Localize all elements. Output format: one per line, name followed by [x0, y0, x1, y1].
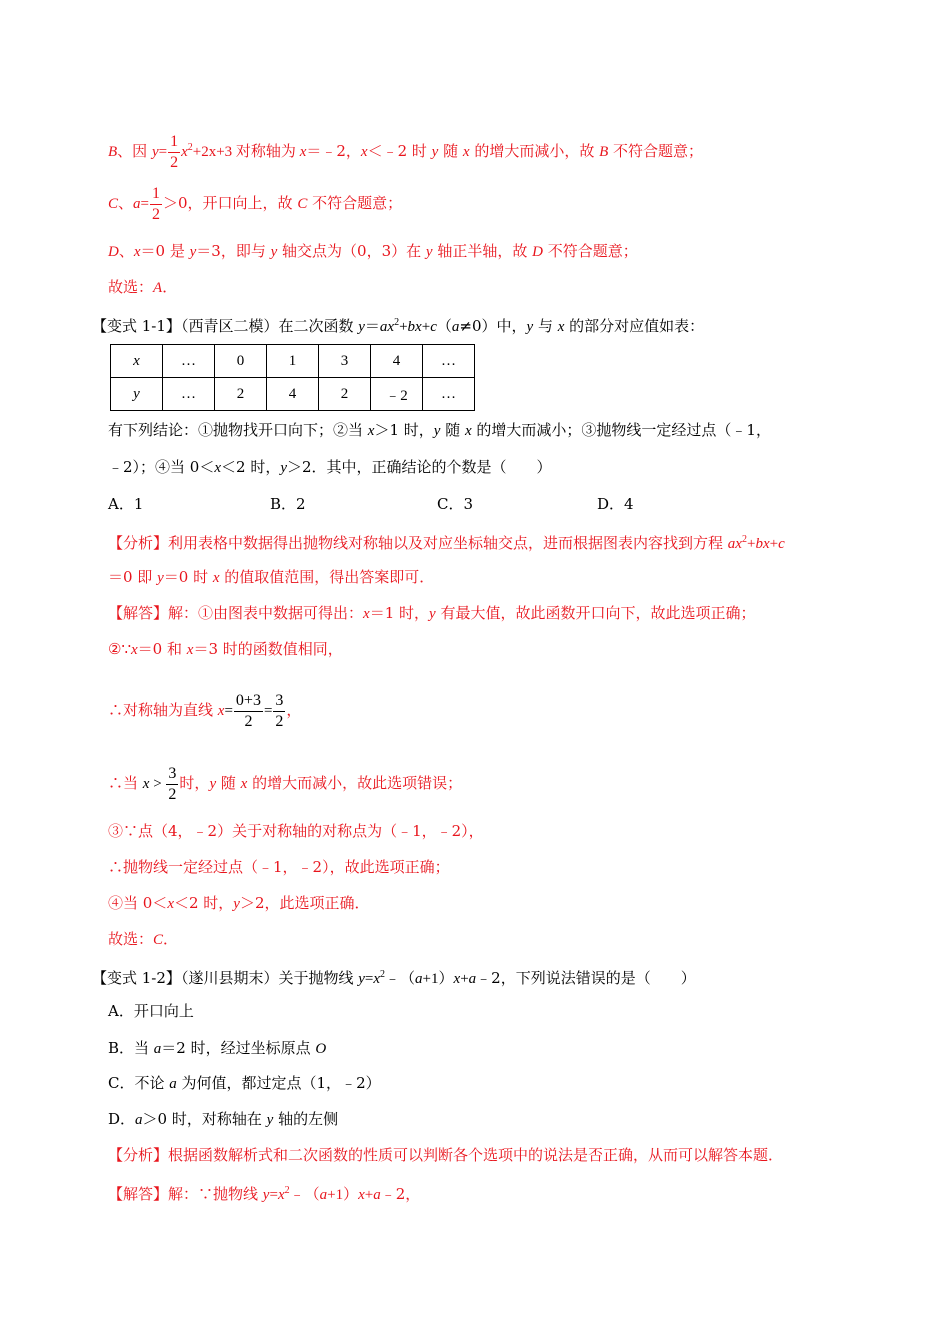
solution-line-option-b: B、因 y= $\frac{1}{2}$ $x^2+2x+3$ 对称轴为 x＝﹣2，x＜﹣2 时 y 随 x 的增大而减小，故 B 不符合题意；: [108, 132, 704, 171]
choice-a: A．1: [108, 495, 144, 513]
analysis-line: 【分析】根据函数解析式和二次函数的性质可以判断各个选项中的说法是否正确，从而可以解答本题．: [108, 1146, 784, 1164]
solution-line-6: ∴抛物线一定经过点（﹣1，﹣2），故此选项正确；: [108, 858, 450, 876]
fraction-three-halves: $\frac{3}{2}$: [275, 691, 284, 730]
solution-line-option-c: C、a= $\frac{1}{2}$ ＞0，开口向上，故 C 不符合题意；: [108, 184, 403, 223]
conclusions-line-2: ﹣2）；④当 0＜x＜2 时，y＞2．其中，正确结论的个数是（ ）: [108, 458, 552, 476]
variant-1-1-stem: 【变式 1-1】（西青区二模）在二次函数 $y=ax^2+bx+c(a\ne 0)$中，y 与 x 的部分对应值如表：: [92, 317, 705, 335]
table-row: y … 2 4 2 ﹣2 …: [111, 378, 475, 411]
analysis-tag: 【分析】: [108, 534, 169, 552]
table-row: x … 0 1 3 4 …: [111, 345, 475, 378]
choice-b: B．当 a＝2 时，经过坐标原点 O: [108, 1039, 327, 1057]
choice-d: D．a＞0 时，对称轴在 y 轴的左侧: [108, 1110, 339, 1128]
fraction-three-halves: $\frac{3}{2}$: [168, 764, 177, 803]
solution-line-option-d: D、x＝0 是 y＝3，即与 y 轴交点为（0，3）在 y 轴正半轴，故 D 不符合题意；: [108, 242, 638, 260]
conclusions-line-1: 有下列结论：①抛物找开口向下；②当 x＞1 时，y 随 x 的增大而减小；③抛物线一定经过点（﹣1，: [108, 421, 771, 439]
variant-1-2-stem: 【变式 1-2】（遂川县期末）关于抛物线 $y=x^2﹣(a+1)x+a﹣2$，下列说法错误的是（ ）: [92, 969, 696, 987]
choice-c: C．不论 a 为何值，都过定点（1，﹣2）: [108, 1074, 381, 1092]
choice-c: C．3: [437, 495, 474, 513]
analysis-line-1: 【分析】利用表格中数据得出抛物线对称轴以及对应坐标轴交点，进而根据图表内容找到方程 $ax^2+bx+c$: [108, 534, 785, 552]
answer-line-1: 故选：A．: [108, 278, 178, 296]
solution-line: 【解答】解：∵抛物线 $y=x^2﹣(a+1)x+a﹣2$，: [108, 1185, 421, 1203]
fraction-one-half: $\frac{1}{2}$: [170, 132, 179, 171]
choice-a: A．开口向上: [108, 1002, 194, 1020]
solution-line-5: ③∵点（4，﹣2）关于对称轴的对称点为（﹣1，﹣2），: [108, 822, 484, 840]
fraction-one-half: $\frac{1}{2}$: [152, 184, 160, 223]
answer-line-2: 故选：C．: [108, 930, 179, 948]
solution-tag: 【解答】: [108, 604, 169, 622]
solution-tag: 【解答】: [108, 1185, 169, 1203]
analysis-line-2: ＝0 即 y＝0 时 x 的值取值范围，得出答案即可．: [108, 568, 435, 586]
value-table: [110, 344, 475, 411]
choice-d: D．4: [597, 495, 634, 513]
variant-tag: 【变式 1-1】: [92, 317, 181, 335]
choice-b: B．2: [270, 495, 306, 513]
solution-line-1: 【解答】解：①由图表中数据可得出：x＝1 时，y 有最大值，故此函数开口向下，故此选项正确；: [108, 604, 756, 622]
fraction-axis: $\frac{0+3}{2}$: [235, 691, 261, 730]
solution-line-4: ∴当 x > $\frac{3}{2}$ 时，y 随 x 的增大而减小，故此选项错误；: [108, 764, 463, 803]
variant-tag: 【变式 1-2】: [92, 969, 181, 987]
analysis-tag: 【分析】: [108, 1146, 169, 1164]
solution-line-3: ∴对称轴为直线 x= $\frac{0+3}{2}$ = $\frac{3}{2}$ ，: [108, 691, 302, 730]
solution-line-7: ④当 0＜x＜2 时，y＞2，此选项正确．: [108, 894, 370, 912]
solution-line-2: ②∵x＝0 和 x＝3 时的函数值相同，: [108, 640, 343, 658]
